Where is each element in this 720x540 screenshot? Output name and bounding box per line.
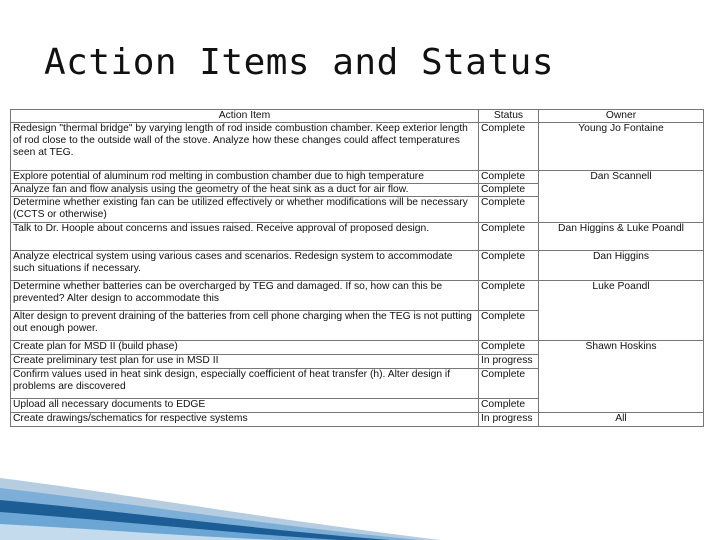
slide-title: Action Items and Status: [44, 42, 554, 83]
owner-cell: Shawn Hoskins: [539, 341, 704, 413]
action-cell: Determine whether existing fan can be utilized effectively or whether modifications will be necessary (CCTS or otherwise): [11, 197, 479, 223]
action-cell: Redesign "thermal bridge" by varying length of rod inside combustion chamber. Keep exterior length of rod close to the outside wall of the stove. Analyze how these changes could affect temperatures seen at TEG.: [11, 123, 479, 171]
action-cell: Create plan for MSD II (build phase): [11, 341, 479, 355]
status-cell: Complete: [479, 281, 539, 311]
owner-cell: Dan Higgins & Luke Poandl: [539, 223, 704, 251]
owner-cell: All: [539, 413, 704, 427]
status-cell: Complete: [479, 251, 539, 281]
owner-cell: Luke Poandl: [539, 281, 704, 341]
status-cell: Complete: [479, 341, 539, 355]
action-cell: Create drawings/schematics for respective systems: [11, 413, 479, 427]
action-cell: Talk to Dr. Hoople about concerns and issues raised. Receive approval of proposed design.: [11, 223, 479, 251]
action-cell: Create preliminary test plan for use in MSD II: [11, 355, 479, 369]
status-cell: Complete: [479, 123, 539, 171]
table-row: [11, 341, 704, 355]
table-header-row: [11, 110, 704, 123]
status-cell: Complete: [479, 223, 539, 251]
status-cell: In progress: [479, 413, 539, 427]
table-row: [11, 171, 704, 184]
table-row: [11, 281, 704, 311]
action-items-table: [10, 109, 704, 427]
status-cell: Complete: [479, 171, 539, 184]
action-cell: Determine whether batteries can be overcharged by TEG and damaged. If so, how can this be prevented? Alter design to accommodate this: [11, 281, 479, 311]
status-cell: Complete: [479, 369, 539, 399]
decorative-wave-corner: [0, 448, 440, 540]
status-cell: Complete: [479, 399, 539, 413]
owner-cell: Young Jo Fontaine: [539, 123, 704, 171]
action-cell: Analyze electrical system using various cases and scenarios. Redesign system to accommodate such situations if necessary.: [11, 251, 479, 281]
header-owner: Owner: [539, 110, 704, 123]
header-status: Status: [479, 110, 539, 123]
table-row: [11, 123, 704, 171]
table-row: [11, 223, 704, 251]
status-cell: Complete: [479, 311, 539, 341]
action-cell: Explore potential of aluminum rod melting in combustion chamber due to high temperature: [11, 171, 479, 184]
status-cell: Complete: [479, 197, 539, 223]
header-action-item: Action Item: [11, 110, 479, 123]
action-cell: Alter design to prevent draining of the batteries from cell phone charging when the TEG is not putting out enough power.: [11, 311, 479, 341]
action-cell: Upload all necessary documents to EDGE: [11, 399, 479, 413]
table-row: [11, 413, 704, 427]
status-cell: In progress: [479, 355, 539, 369]
owner-cell: Dan Higgins: [539, 251, 704, 281]
action-cell: Analyze fan and flow analysis using the geometry of the heat sink as a duct for air flow.: [11, 184, 479, 197]
table-row: [11, 251, 704, 281]
owner-cell: Dan Scannell: [539, 171, 704, 223]
action-cell: Confirm values used in heat sink design, especially coefficient of heat transfer (h). Alter design if problems are discovered: [11, 369, 479, 399]
status-cell: Complete: [479, 184, 539, 197]
